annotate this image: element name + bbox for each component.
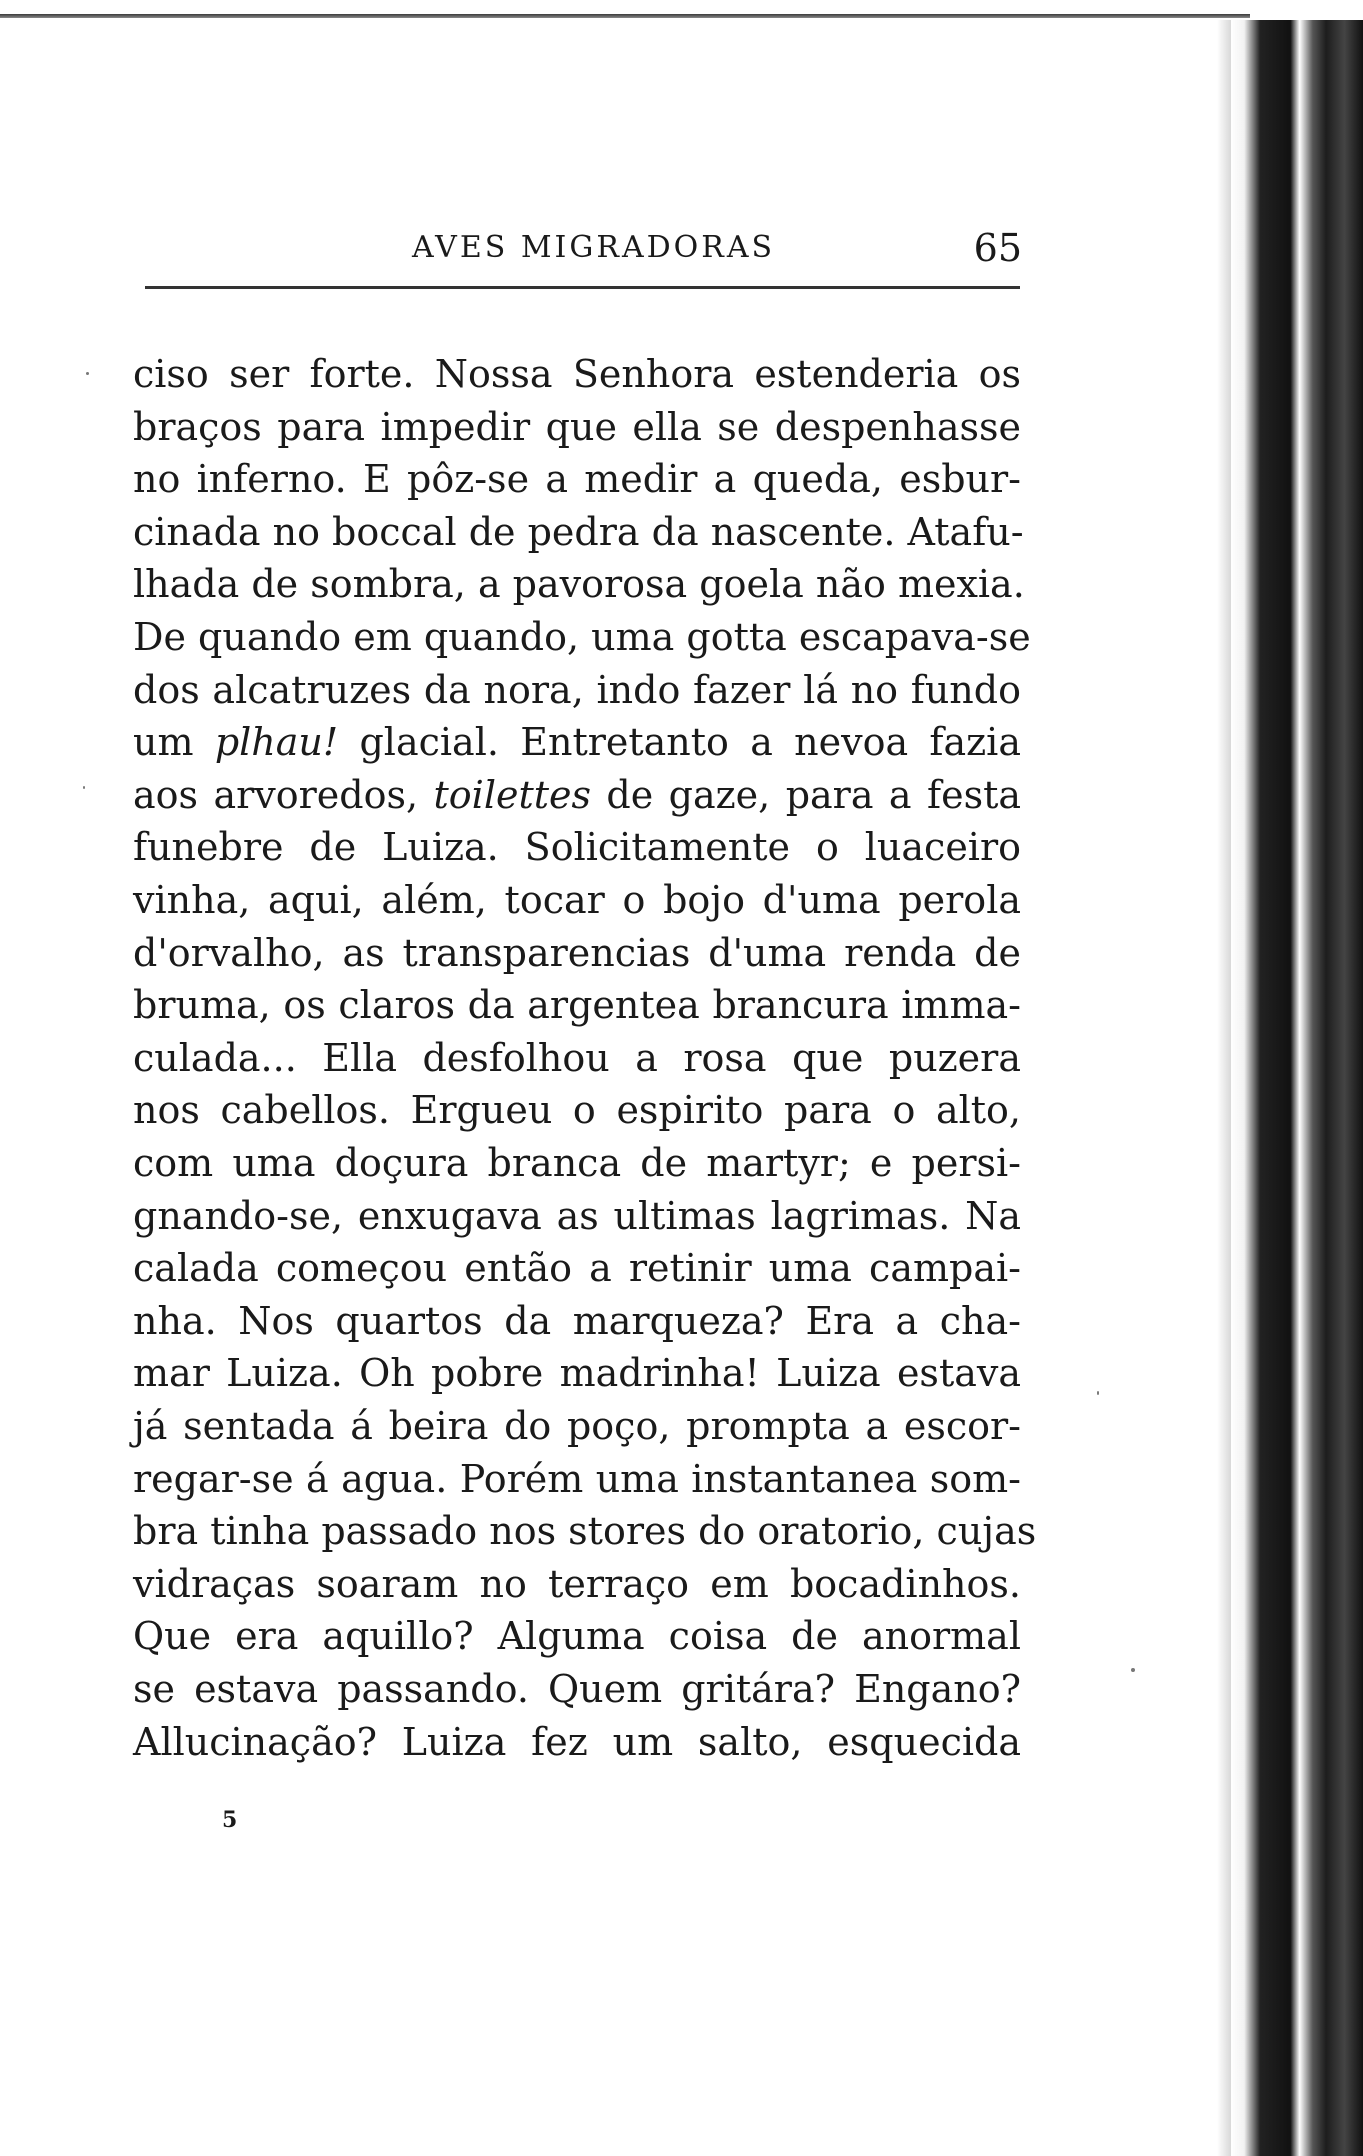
signature-mark: 5: [222, 1807, 238, 1833]
text-line: vinha, aqui, além, tocar o bojo d'uma perola: [133, 878, 1021, 922]
text-line: no inferno. E pôz-se a medir a queda, esbur-: [133, 457, 1021, 502]
paper-speck: [83, 786, 85, 789]
text-line: dos alcatruzes da nora, indo fazer lá no fundo: [133, 667, 1021, 712]
text-line: culada... Ella desfolhou a rosa que puzera: [133, 1035, 1021, 1080]
text-line: gnando-se, enxugava as ultimas lagrimas. Na: [133, 1193, 1021, 1238]
text-line: nha. Nos quartos da marqueza? Era a cha-: [133, 1298, 1021, 1343]
text-line: braços para impedir que ella se despenhasse: [133, 404, 1021, 449]
page-number: 65: [973, 226, 1022, 270]
text-line: se estava passando. Quem gritára? Engano?: [133, 1667, 1021, 1711]
paper-speck: [1097, 1391, 1099, 1395]
italic-word: toilettes: [433, 772, 591, 817]
text-line: bra tinha passado nos stores do oratorio, cujas: [133, 1509, 1037, 1554]
text-line: mar Luiza. Oh pobre madrinha! Luiza estava: [133, 1351, 1021, 1396]
text-line: um plhau! glacial. Entretanto a nevoa fazia: [133, 720, 1021, 765]
page-top-edge: [0, 14, 1250, 18]
text-line: com uma doçura branca de martyr; e persi-: [133, 1141, 1021, 1185]
text-line: Allucinação? Luiza fez um salto, esquecida: [133, 1719, 1021, 1764]
text-line: funebre de Luiza. Solicitamente o luaceiro: [133, 825, 1021, 870]
running-title: AVES MIGRADORAS: [412, 230, 776, 265]
text-line: aos arvoredos, toilettes de gaze, para a festa: [133, 772, 1021, 817]
text-line: nos cabellos. Ergueu o espirito para o alto,: [133, 1088, 1021, 1133]
text-line: Que era aquillo? Alguma coisa de anormal: [133, 1614, 1021, 1659]
text-line: já sentada á beira do poço, prompta a escor-: [133, 1404, 1021, 1448]
text-line: ciso ser forte. Nossa Senhora estenderia os: [133, 352, 1021, 396]
running-head: [142, 226, 1022, 286]
italic-word: plhau!: [214, 720, 339, 765]
text-line: bruma, os claros da argentea brancura imma-: [133, 983, 1021, 1028]
text-line: De quando em quando, uma gotta escapava-se: [133, 615, 1031, 659]
header-rule: [145, 286, 1020, 289]
paper-speck: [86, 372, 89, 375]
text-line: d'orvalho, as transparencias d'uma renda de: [133, 930, 1021, 975]
text-line: regar-se á agua. Porém uma instantanea som-: [133, 1456, 1021, 1501]
text-line: lhada de sombra, a pavorosa goela não mexia.: [133, 562, 1025, 607]
text-line: cinada no boccal de pedra da nascente. Atafu-: [133, 509, 1024, 554]
text-line: calada começou então a retinir uma campai-: [133, 1246, 1021, 1291]
text-line: vidraças soaram no terraço em bocadinhos.: [133, 1561, 1021, 1606]
paper-speck: [1131, 1668, 1135, 1672]
binding-shadow: [1217, 20, 1231, 2156]
book-binding-edge: [1231, 20, 1363, 2156]
body-text: [133, 348, 1037, 1798]
